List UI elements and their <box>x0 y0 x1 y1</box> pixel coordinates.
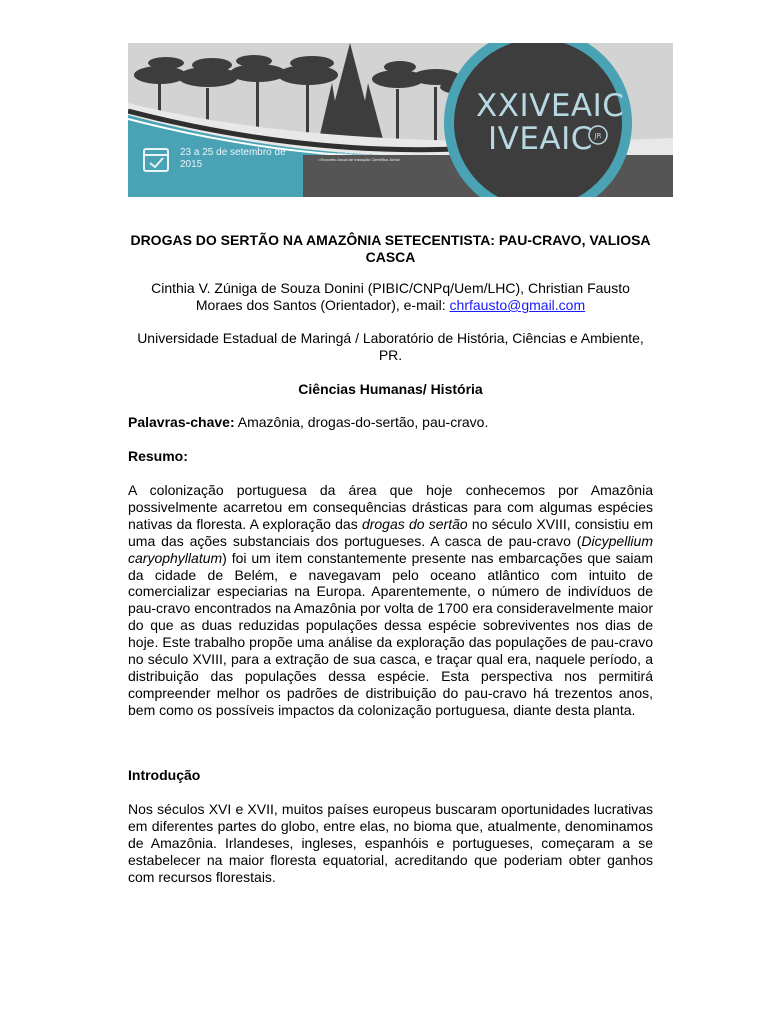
event-subtitle-line: • Encontro Anual de Iniciação Científica <box>318 151 388 156</box>
affiliation: Universidade Estadual de Maringá / Laboratório de História, Ciências e Ambiente, PR. <box>137 330 644 363</box>
svg-text:JR: JR <box>594 132 602 140</box>
logo-line-1: XXIVEAIC <box>476 88 625 124</box>
event-subtitle <box>318 151 468 163</box>
event-subtitle-line: • Encontro Anual de Iniciação Científica Júnior <box>318 157 400 162</box>
author-email-link[interactable]: chrfausto@gmail.com <box>449 297 586 313</box>
resumo-paragraph <box>128 482 653 719</box>
authors <box>128 280 653 314</box>
resumo-italic-species: Dicypellium caryophyllatum <box>128 532 653 566</box>
event-banner <box>128 43 673 197</box>
introducao-paragraph: Nos séculos XVI e XVII, muitos países europeus buscaram oportunidades lucrativas em diferentes partes do globo, entre elas, no bioma que, atualmente, denominamos de Amazônia. Irlandeses, ingleses, espanhóis e portugueses, começaram a se estabelecer na maior floresta equatorial, acreditando que poderiam obter ganhos com recursos florestais. <box>128 801 653 885</box>
keywords-value: Amazônia, drogas-do-sertão, pau-cravo. <box>234 414 489 430</box>
resumo-italic: drogas do sertão <box>361 515 468 532</box>
resumo-text: A colonização portuguesa da área que hoje conhecemos por Amazônia possivelmente acarretou em consequências drásticas para com algumas espécies nativas da floresta. A exploração das <box>128 482 653 532</box>
event-date: 23 a 25 de setembro de 2015 <box>180 147 286 170</box>
resumo-heading: Resumo: <box>128 448 188 464</box>
subject-area: Ciências Humanas/ História <box>298 381 483 397</box>
logo-line-2: IVEAIC <box>488 121 593 157</box>
paper-title: DROGAS DO SERTÃO NA AMAZÔNIA SETECENTISTA: PAU-CRAVO, VALIOSA CASCA <box>130 232 651 265</box>
authors-text: Cinthia V. Zúniga de Souza Donini (PIBIC/CNPq/Uem/LHC), Christian Fausto Moraes dos Santos (Orientador), e-mail: <box>151 280 630 313</box>
introducao-heading: Introdução <box>128 767 201 783</box>
resumo-text: ) foi um item constantemente presente nas embarcações que saiam da cidade de Belém, e navegavam pelo oceano atlântico com intuito de comercializar especiarias na Europa. Aparentemente, o número de indivíduos de pau-cravo encontrados na Amazônia por volta de 1700 era consideravelmente maior do que as duas reduzidas populações dessa espécie sobreviventes nos dias de hoje. Este trabalho propõe uma análise da exploração das populações de pau-cravo no século XVIII, para a extração de sua casca, e traçar qual era, naquele período, a distribuição das populações dessa espécie. Esta perspectiva nos permitirá compreender melhor os padrões de distribuição do pau-cravo há trezentos anos, bem como os possíveis impactos da colonização portuguesa, diante desta planta. <box>128 549 653 718</box>
resumo-text: no século XVIII, consistiu em uma das ações substanciais dos portugueses. A casca de pau-cravo ( <box>128 515 653 549</box>
keywords-label: Palavras-chave: <box>128 414 235 430</box>
keywords <box>128 414 653 431</box>
